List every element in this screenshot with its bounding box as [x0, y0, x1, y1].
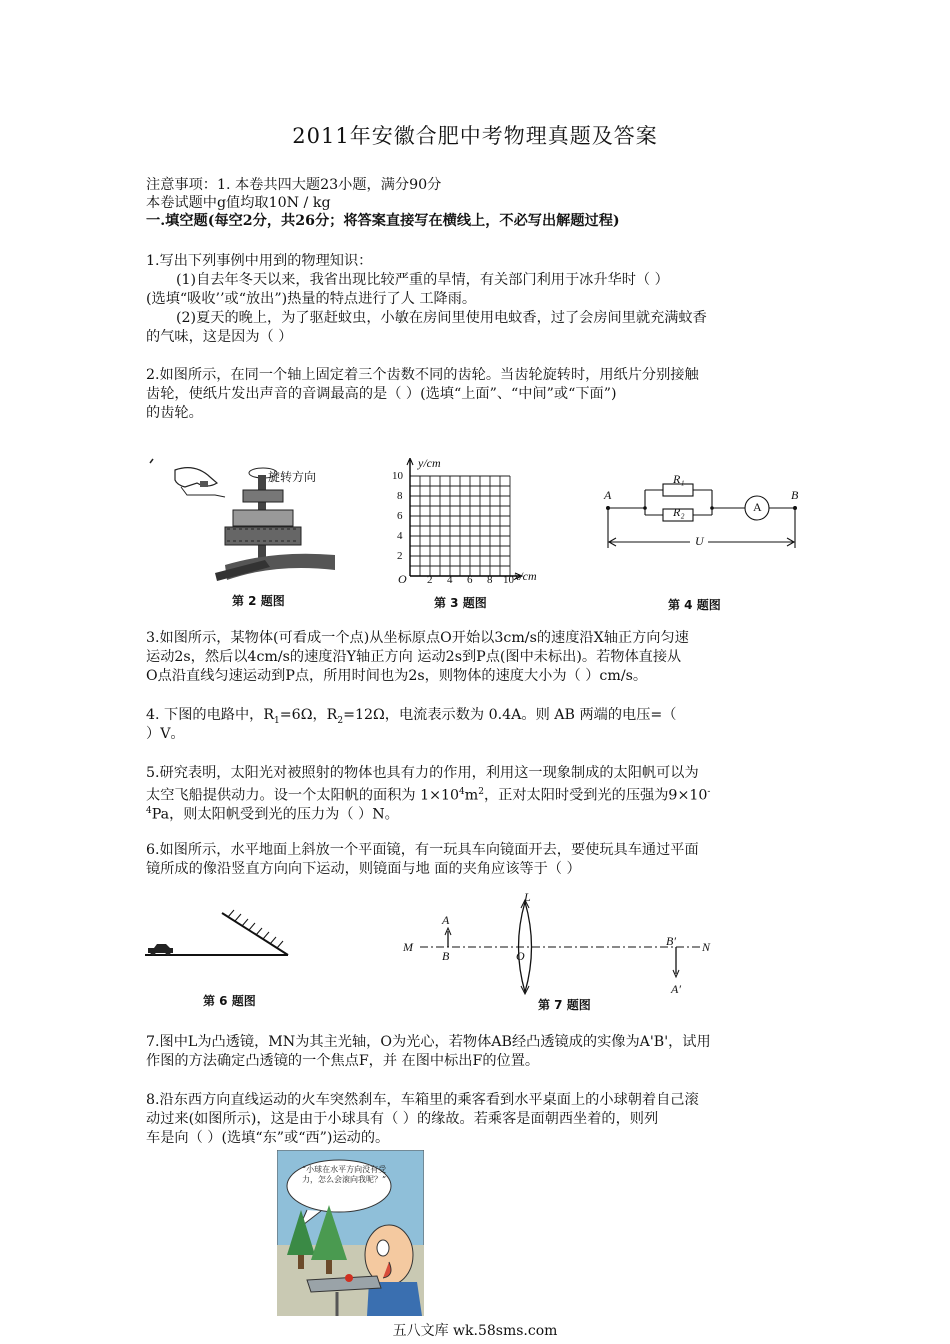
fig4-label-a: A	[604, 488, 612, 502]
fig4-label-r2: R₂	[673, 505, 685, 519]
q1-line-1: 1.写出下列事例中用到的物理知识：	[146, 253, 373, 269]
q6-line-2: 镜所成的像沿竖直方向向下运动，则镜面与地 面的夹角应该等于（ ）	[146, 861, 581, 877]
q5-text-part: 太空飞船提供动力。设一个太阳帆的面积为 1×10	[146, 787, 460, 804]
fig3-x-tick: 2	[427, 574, 433, 586]
fig3-origin: O	[398, 572, 407, 586]
q5-text-part: ，正对太阳时受到光的压强为9×10	[483, 787, 708, 804]
fig7-label-b-prime: B′	[666, 934, 676, 948]
section-1-header: 一.填空题(每空2分，共26分；将答案直接写在横线上，不必写出解题过程)	[146, 213, 620, 229]
fig4-label-b: B	[791, 488, 799, 502]
fig3-x-tick: 10	[503, 574, 514, 586]
q7-line-2: 作图的方法确定凸透镜的一个焦点F，并 在图中标出F的位置。	[146, 1053, 540, 1069]
fig7-label-n: N	[702, 940, 711, 954]
fig3-y-tick: 10	[392, 470, 403, 482]
q4-text-part: 4. 下图的电路中，R	[146, 707, 275, 723]
q5-text-part: Pa，则太阳帆受到光的压力为（ ）N。	[151, 806, 399, 823]
q2-line-1: 2.如图所示，在同一个轴上固定着三个齿数不同的齿轮。当齿轮旋转时，用纸片分别接触	[146, 367, 699, 383]
q5-text-part: m	[464, 787, 479, 804]
fig7-label-a-prime: A′	[671, 982, 681, 996]
notice-line-2: 本卷试题中g值均取10N / kg	[146, 195, 331, 211]
q4-line-2: ）V。	[146, 726, 185, 742]
q4-line-1	[146, 706, 676, 730]
fig7-caption: 第 7 题图	[538, 998, 591, 1012]
fig3-y-label: y/cm	[418, 456, 441, 470]
fig3-x-tick: 4	[447, 574, 453, 586]
fig6-mirror-car	[140, 905, 300, 965]
q4-subscript: 2	[337, 715, 344, 726]
fig4-ammeter-label: A	[753, 500, 762, 514]
fig3-y-tick: 4	[397, 530, 403, 542]
fig3-y-tick: 2	[397, 550, 403, 562]
q1-line-3: (选填“吸收’’或“放出”)热量的特点进行了人 工降雨。	[146, 291, 477, 307]
page-title: 2011年安徽合肥中考物理真题及答案	[292, 124, 658, 148]
fig3-x-tick: 8	[487, 574, 493, 586]
fig2-rotation-label: 旋转方向	[268, 470, 317, 484]
fig6-caption: 第 6 题图	[203, 994, 256, 1008]
fig4-caption: 第 4 题图	[668, 598, 721, 612]
fig3-y-tick: 8	[397, 490, 403, 502]
q5-superscript: -	[707, 787, 711, 797]
fig7-label-l: L	[524, 890, 531, 904]
fig3-x-label: x/cm	[514, 569, 537, 583]
fig4-label-r1: R₁	[673, 472, 685, 486]
fig2-caption: 第 2 题图	[232, 594, 285, 608]
fig4-label-u: U	[695, 534, 704, 548]
q5-line-3	[146, 802, 399, 824]
fig7-label-b: B	[442, 949, 450, 963]
q5-line-1: 5.研究表明，太阳光对被照射的物体也具有力的作用，利用这一现象制成的太阳帆可以为	[146, 765, 699, 781]
q3-line-1: 3.如图所示，某物体(可看成一个点)从坐标原点O开始以3cm/s的速度沿X轴正方向匀速	[146, 630, 689, 646]
q2-line-2: 齿轮，使纸片发出声音的音调最高的是（ ）(选填“上面”、“中间”或“下面”)	[146, 386, 617, 402]
fig4-circuit	[600, 478, 810, 558]
q3-line-2: 运动2s，然后以4cm/s的速度沿Y轴正方向 运动2s到P点(图中未标出)。若物体直接从	[146, 649, 682, 665]
fig7-label-o: O	[516, 949, 525, 963]
q1-line-4: (2)夏天的晚上，为了驱赶蚊虫，小敏在房间里使用电蚊香，过了会房间里就充满蚊香	[176, 310, 707, 326]
q8-line-3: 车是向（ ）(选填“东”或“西”)运动的。	[146, 1130, 390, 1146]
page-footer: 五八文库 wk.58sms.com	[392, 1323, 558, 1339]
fig8-speech-bubble: “小球在水平方向没有受力，怎么会滚向我呢？”	[302, 1165, 387, 1184]
q6-line-1: 6.如图所示，水平地面上斜放一个平面镜，有一玩具车向镜面开去，要使玩具车通过平面	[146, 842, 699, 858]
notice-line-1: 注意事项：1. 本卷共四大题23小题，满分90分	[146, 177, 442, 193]
fig3-y-tick: 6	[397, 510, 403, 522]
q5-superscript: 4	[459, 787, 465, 797]
fig3-x-tick: 6	[467, 574, 473, 586]
q5-superscript: 2	[478, 787, 484, 797]
fig7-label-m: M	[403, 940, 413, 954]
q2-line-3: 的齿轮。	[146, 405, 203, 421]
q5-superscript: 4	[146, 806, 152, 816]
q4-text-part: =6Ω，R	[279, 707, 338, 723]
q1-line-2: (1)自去年冬天以来，我省出现比较严重的旱情，有关部门利用于冰升华时（ ）	[176, 272, 669, 288]
fig7-label-a: A	[442, 913, 450, 927]
q1-line-5: 的气味，这是因为（ ）	[146, 329, 293, 345]
q8-line-2: 动过来(如图所示)，这是由于小球具有（ ）的缘故。若乘客是面朝西坐着的，则列	[146, 1111, 659, 1127]
q7-line-1: 7.图中L为凸透镜，MN为其主光轴，O为光心，若物体AB经凸透镜成的实像为A'B'，试用	[146, 1034, 711, 1050]
q3-line-3: O点沿直线匀速运动到P点，所用时间也为2s，则物体的速度大小为（ ）cm/s。	[146, 668, 648, 684]
fig3-caption: 第 3 题图	[434, 596, 487, 610]
q4-text-part: =12Ω，电流表示数为 0.4A。则 AB 两端的电压=（	[343, 707, 677, 723]
q4-subscript: 1	[274, 715, 280, 726]
q8-line-1: 8.沿东西方向直线运动的火车突然刹车，车箱里的乘客看到水平桌面上的小球朝着自己滚	[146, 1092, 699, 1108]
